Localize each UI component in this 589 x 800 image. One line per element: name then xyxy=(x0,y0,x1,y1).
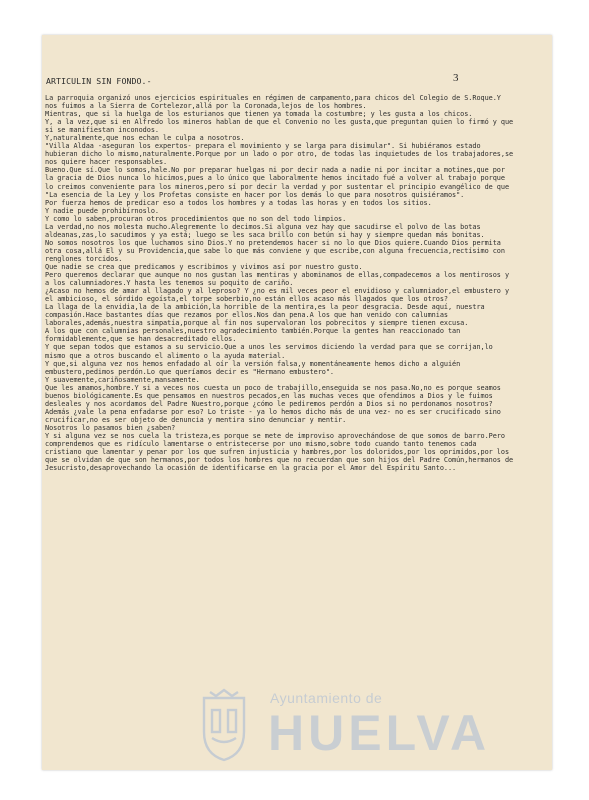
paragraph: Bueno.Que sí.Que lo somos,hale.No por preparar huelgas ni por decir nada a nadie ni por incitar a motines,que por la gracia de Dios nunca lo hicimos,pues a lo único que laboralmente hemos incitado fué a volver al trabajo porque lo creimos conveniente para los mineros,pero sí por decir la verdad y por sustentar el principio evangélico de que "La esencia de la Ley y los Profetas consiste en hacer por los demás lo que para nosotros quisiéramos". xyxy=(45,166,510,199)
paragraph: La verdad,no nos molesta mucho.Alegremente lo decimos.Si alguna vez hay que sacudirse el polvo de las botas aldeanas,zas,lo sacudimos y ya está; luego se les saca brillo con betún si hay y siempre quedan más bonitas. xyxy=(45,222,485,239)
paragraph: La llaga de la envidia,la de la ambición,la horrible de la mentira,es la peor desgracia. Desde aquí, nuestra compasión.Hace bastantes días que rezamos por ellos.Nos dan pena.A los que han venido con calumnias laborales,además,nuestra simpatía,porque al fin nos supervaloran los pobrecitos y siempre tienen excusa. xyxy=(45,303,485,328)
paragraph: A los que con calumnias personales,nuestro agradecimiento también.Porque la gentes han reaccionado tan formidablemente,que se han desacreditado ellos. xyxy=(45,327,461,344)
watermark-line1: Ayuntamiento de xyxy=(270,690,383,706)
paragraph: Y suavemente,cariñosamente,mansamente. xyxy=(45,375,200,384)
paragraph: Y nadie puede prohibírnoslo. xyxy=(45,206,159,215)
coat-of-arms-icon xyxy=(198,688,250,764)
paragraph: "Villa Aldaa -aseguran los expertos- prepara el movimiento y se larga para disimular". Si hubiéramos estado hubieran dicho lo mismo,naturalmente.Porque por un lado o por otro, de todas las inquietudes de los trabajadores,se nos quiere hacer responsables. xyxy=(45,142,514,167)
paragraph: No somos nosotros los que luchamos sino Dios.Y no pretendemos hacer si no lo que Dios quiere.Cuando Dios permita otra cosa,allá El y su Providencia,que sabe lo que más conviene y que escribe,con alguna frecuencia,rectísimo con renglones torcidos. xyxy=(45,238,505,263)
paragraph: ¿Acaso no hemos de amar al llagado y al leproso? Y ¿no es mil veces peor el envidioso y calumniador,el embustero y el ambicioso, el sórdido egoísta,el torpe soberbio,no están ellos acaso más llagados que los otros? xyxy=(45,287,510,304)
paragraph: Por fuerza hemos de predicar eso a todos los hombres y a todas las horas y en todos los sitios. xyxy=(45,198,432,207)
paragraph: Nosotros lo pasamos bien ¿saben? xyxy=(45,423,176,432)
paragraph: Y, a la vez,que si en Alfredo los mineros hablan de que el Convenio no les gusta,que preguntan quien lo firmó y que si se manifiestan inconodos. xyxy=(45,118,514,135)
watermark-line2: HUELVA xyxy=(268,705,491,761)
paragraph: Que nadie se crea que predicamos y escribimos y vivimos así por nuestro gusto. xyxy=(45,262,363,271)
paragraph: Que les amamos,hombre.Y si a veces nos cuesta un poco de trabajillo,enseguida se nos pasa.No,no es porque seamos buenos biológicamente.Es que pensamos en nuestros pecados,en las muchas veces que ofendimos a Dios y le fuimos desleales y nos acordamos del Padre Nuestro,porque ¿cómo le pediremos perdón a Dios si no perdonamos nosotros? xyxy=(45,383,501,408)
paragraph: Pero queremos declarar que aunque no nos gustan las mentiras y abominamos de ellas,compadecemos a los mentirosos y a los calumniadores.Y hasta les tenemos su poquito de cariño. xyxy=(45,271,510,288)
paragraph: Y si alguna vez se nos cuela la tristeza,es porque se mete de improviso aprovechándose de que somos de barro.Pero comprendemos que es ridículo lamentarse o entristecerse por uno mismo,sobre todo cuando tanto tenemos cada cristiano que lamentar y penar por los que sufren injusticia y hambres,por los doloridos,por los oprimidos,por los que se olvidan de que son hermanos,por todos los hombres que no recuerdan que son hijos del Padre Común,hermanos de Jesucristo,desaprovechando la ocasión de identificarse en la gracia por el Amor del Espíritu Santo... xyxy=(45,431,514,473)
paragraph: Además ¿vale la pena enfadarse por eso? Lo triste - ya lo hemos dicho más de una vez- no es ser crucificado sino crucificar,no es ser objeto de denuncia y mentira sino denunciar y mentir. xyxy=(45,407,501,424)
paragraph: Y que sepan todos que estamos a su servicio.Que a unos les servimos diciendo la verdad para que se corrijan,lo mismo que a otros buscando el alimento o la ayuda material. xyxy=(45,343,493,360)
paragraph: Y como lo saben,procuran otros procedimientos que no son del todo limpios. xyxy=(45,214,347,223)
paragraph: Mientras, que si la huelga de los esturianos que tienen ya tomada la costumbre; y les gusta a los chicos. xyxy=(45,110,473,119)
article-body xyxy=(45,94,515,472)
watermark xyxy=(190,688,520,768)
article-title: ARTICULIN SIN FONDO.- xyxy=(46,76,152,86)
paragraph: Y que,si alguna vez nos hemos enfadado al oír la versión falsa,y momentáneamente hemos dicho a alguién embustero,pedimos perdón.Lo que queríamos decir es "Hermano embustero". xyxy=(45,359,461,376)
page-number: 3 xyxy=(453,72,459,84)
paragraph: La parroquia organizó unos ejercicios espirituales en régimen de campamento,para chicos del Colegio de S.Roque.Y nos fuimos a la Sierra de Cortelezor,allá por la Coronada,lejos de los hombres. xyxy=(45,94,501,111)
paragraph: Y,naturalmente,que nos echan le culpa a nosotros. xyxy=(45,134,245,143)
